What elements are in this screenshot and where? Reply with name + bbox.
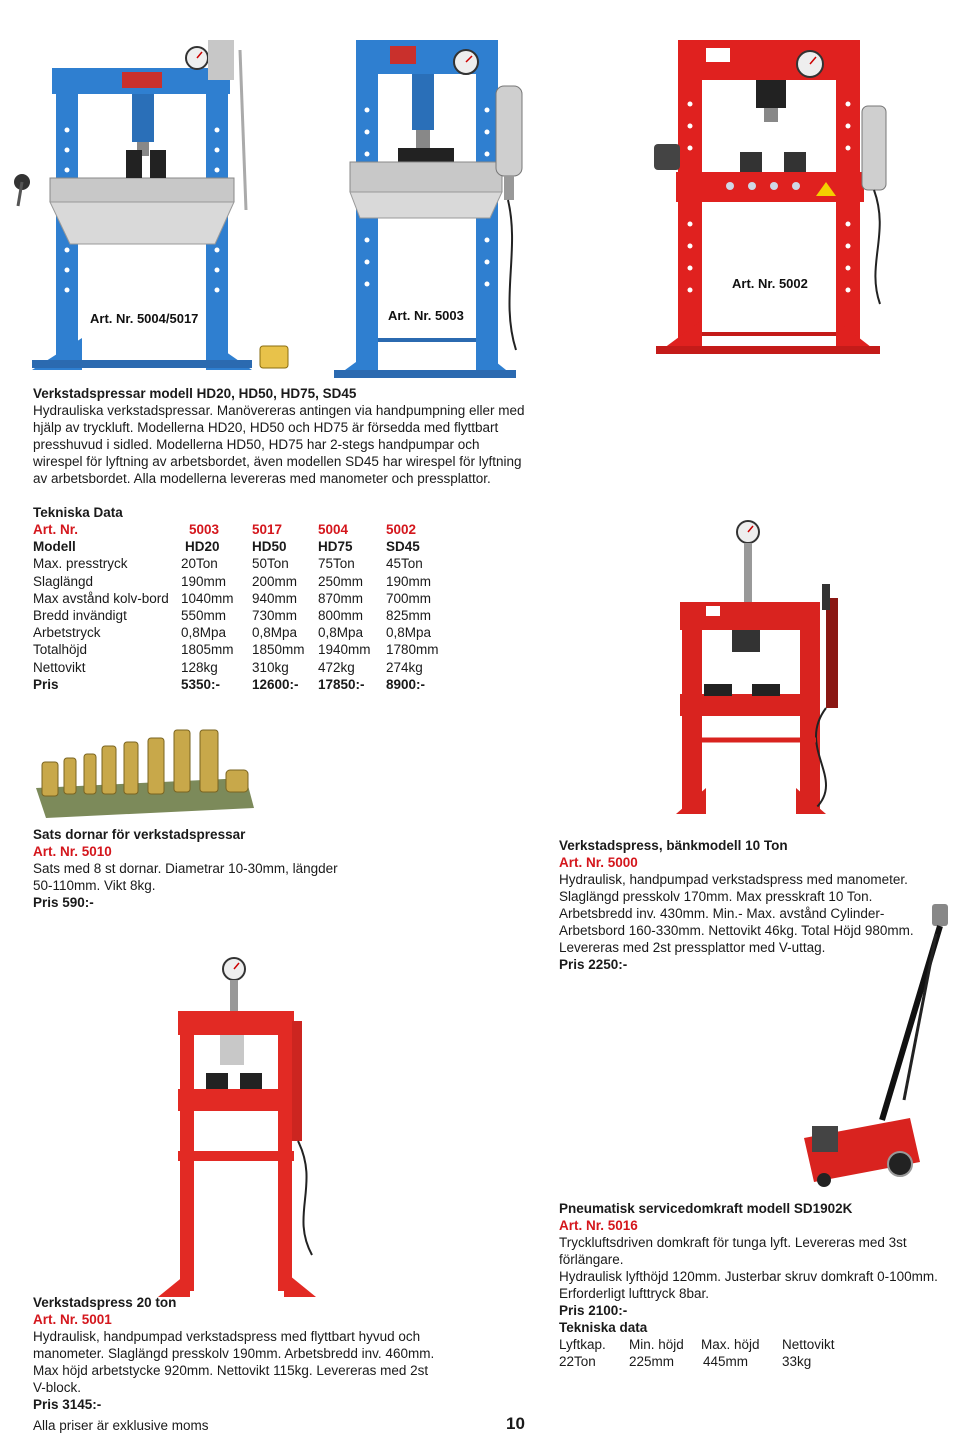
page-number: 10 bbox=[506, 1414, 525, 1433]
spec-cell: HD20 bbox=[185, 539, 220, 555]
spec-row-label: Slaglängd bbox=[33, 573, 94, 589]
jack-title: Pneumatisk servicedomkraft modell SD1902K bbox=[559, 1201, 853, 1216]
press-5003-image bbox=[320, 20, 530, 380]
bench-line: Arbetsbredd inv. 430mm. Min.- Max. avstånd Cylinder- bbox=[559, 906, 885, 921]
jack-spec-header: Nettovikt bbox=[782, 1337, 835, 1352]
bench-title: Verkstadspress, bänkmodell 10 Ton bbox=[559, 838, 788, 853]
spec-cell: 200mm bbox=[252, 573, 298, 589]
art-label-5004: Art. Nr. 5004/5017 bbox=[90, 311, 199, 326]
bench-press-image bbox=[676, 518, 876, 818]
spec-cell: 190mm bbox=[386, 573, 432, 589]
main-line: presshuvud i sidled. Modellerna HD50, HD75 har 2-stegs handpumpar och bbox=[33, 437, 480, 452]
spec-cell: 274kg bbox=[386, 659, 423, 675]
jack-price: Pris 2100:- bbox=[559, 1303, 628, 1318]
main-line: wirespel för lyftning av arbetsbordet, även modellen SD45 har wirespel för lyftning bbox=[33, 454, 522, 469]
spec-table bbox=[33, 521, 446, 693]
press20-section bbox=[33, 1294, 453, 1413]
press20-line: Hydraulisk, handpumpad verkstadspress med flyttbart hyvud och bbox=[33, 1329, 421, 1344]
press20-line: V-block. bbox=[33, 1380, 82, 1395]
jack-spec-header: Lyftkap. bbox=[559, 1337, 606, 1352]
spec-cell: 250mm bbox=[318, 573, 364, 589]
spec-cell: 0,8Mpa bbox=[181, 625, 227, 641]
spec-cell: 730mm bbox=[252, 607, 298, 623]
press20-art: Art. Nr. 5001 bbox=[33, 1312, 112, 1327]
spec-cell: 0,8Mpa bbox=[386, 625, 432, 641]
spec-cell: 1850mm bbox=[252, 642, 305, 658]
jack-image bbox=[800, 900, 960, 1200]
bench-line: Slaglängd presskolv 170mm. Max presskraft 10 Ton. bbox=[559, 889, 873, 904]
jack-spec-value: 33kg bbox=[782, 1354, 812, 1369]
spec-cell: 0,8Mpa bbox=[252, 625, 298, 641]
spec-cell: 17850:- bbox=[318, 676, 365, 692]
spec-cell: 5017 bbox=[252, 522, 283, 537]
spec-cell: 1040mm bbox=[181, 590, 234, 606]
dornar-title: Sats dornar för verkstadspressar bbox=[33, 827, 246, 842]
spec-cell: 128kg bbox=[181, 659, 218, 675]
spec-cell: 75Ton bbox=[318, 556, 355, 572]
press20-price: Pris 3145:- bbox=[33, 1397, 102, 1412]
spec-row bbox=[33, 624, 446, 641]
spec-row bbox=[33, 607, 446, 624]
spec-cell: 50Ton bbox=[252, 556, 289, 572]
main-line: hjälp av tryckluft. Modellerna HD20, HD50 och HD75 är försedda med flyttbart bbox=[33, 420, 499, 435]
spec-cell: 45Ton bbox=[386, 556, 423, 572]
spec-table-title: Tekniska Data bbox=[33, 505, 123, 520]
spec-cell: 800mm bbox=[318, 607, 364, 623]
bench-line: Levereras med 2st pressplattor med V-uttag. bbox=[559, 940, 826, 955]
spec-cell: 1805mm bbox=[181, 642, 234, 658]
spec-row-label: Max avstånd kolv-bord bbox=[33, 590, 169, 606]
jack-section bbox=[559, 1200, 959, 1370]
jack-line: Tryckluftsdriven domkraft för tunga lyft. Levereras med 3st förlängare. bbox=[559, 1235, 907, 1267]
spec-cell: HD50 bbox=[252, 539, 287, 555]
spec-cell: HD75 bbox=[318, 539, 353, 555]
spec-row-label: Bredd invändigt bbox=[33, 607, 127, 623]
dornar-art: Art. Nr. 5010 bbox=[33, 844, 112, 859]
press20-line: manometer. Slaglängd presskolv 190mm. Arbetsbredd inv. 460mm. bbox=[33, 1346, 435, 1361]
spec-cell: 472kg bbox=[318, 659, 355, 675]
press20-title: Verkstadspress 20 ton bbox=[33, 1295, 177, 1310]
spec-cell: 825mm bbox=[386, 607, 432, 623]
spec-row bbox=[33, 641, 446, 658]
spec-cell: 20Ton bbox=[181, 556, 218, 572]
jack-spec-title: Tekniska data bbox=[559, 1320, 648, 1335]
jack-art: Art. Nr. 5016 bbox=[559, 1218, 638, 1233]
spec-row bbox=[33, 659, 446, 676]
spec-cell: 190mm bbox=[181, 573, 227, 589]
spec-cell: 5004 bbox=[318, 522, 349, 537]
spec-cell: 310kg bbox=[252, 659, 289, 675]
jack-spec-header: Max. höjd bbox=[701, 1337, 760, 1352]
press20-image bbox=[150, 955, 330, 1300]
spec-cell: 5350:- bbox=[181, 676, 221, 692]
bench-art: Art. Nr. 5000 bbox=[559, 855, 638, 870]
dornar-line: Sats med 8 st dornar. Diametrar 10-30mm, längder bbox=[33, 861, 338, 876]
spec-table-block bbox=[33, 504, 446, 693]
spec-cell: 1780mm bbox=[386, 642, 439, 658]
spec-cell: 0,8Mpa bbox=[318, 625, 364, 641]
dornar-line: 50-110mm. Vikt 8kg. bbox=[33, 878, 156, 893]
spec-row-label: Arbetstryck bbox=[33, 625, 101, 641]
jack-spec-value: 445mm bbox=[703, 1354, 749, 1369]
press20-line: Max höjd arbetstycke 920mm. Nettovikt 115kg. Levereras med 2st bbox=[33, 1363, 429, 1378]
spec-cell: 700mm bbox=[386, 590, 432, 606]
spec-cell: 550mm bbox=[181, 607, 227, 623]
spec-row bbox=[33, 555, 446, 572]
spec-price-row bbox=[33, 676, 446, 693]
spec-cell: 5003 bbox=[189, 522, 220, 537]
main-title: Verkstadspressar modell HD20, HD50, HD75, SD45 bbox=[33, 386, 357, 401]
press-5002-image bbox=[640, 34, 915, 364]
spec-model-label: Modell bbox=[33, 539, 76, 555]
spec-cell: 940mm bbox=[252, 590, 298, 606]
art-label-5003: Art. Nr. 5003 bbox=[388, 308, 464, 323]
bench-line: Arbetsbord 160-330mm. Nettovikt 46kg. Total Höjd 980mm. bbox=[559, 923, 914, 938]
spec-cell: 870mm bbox=[318, 590, 364, 606]
spec-cell: 12600:- bbox=[252, 676, 299, 692]
spec-cell: 8900:- bbox=[386, 676, 426, 692]
jack-line: Erforderligt lufttryck 8bar. bbox=[559, 1286, 710, 1301]
jack-spec-value: 22Ton bbox=[559, 1354, 596, 1369]
jack-line: Hydraulisk lyfthöjd 120mm. Justerbar skruv domkraft 0-100mm. bbox=[559, 1269, 938, 1284]
footer-note: Alla priser är exklusive moms bbox=[33, 1418, 209, 1433]
dornar-section bbox=[33, 826, 453, 911]
spec-art-row bbox=[33, 521, 446, 538]
dornar-price: Pris 590:- bbox=[33, 895, 94, 910]
spec-price-label: Pris bbox=[33, 676, 59, 692]
spec-row-label: Max. presstryck bbox=[33, 556, 128, 572]
dornar-image bbox=[36, 724, 254, 824]
jack-spec-value: 225mm bbox=[629, 1354, 675, 1369]
jack-spec-header: Min. höjd bbox=[629, 1337, 684, 1352]
main-line: av arbetsbordet. Alla modellerna levereras med manometer och pressplattor. bbox=[33, 471, 491, 486]
spec-cell: SD45 bbox=[386, 539, 420, 555]
bench-line: Hydraulisk, handpumpad verkstadspress med manometer. bbox=[559, 872, 908, 887]
main-line: Hydrauliska verkstadspressar. Manövereras antingen via handpumpning eller med bbox=[33, 403, 525, 418]
spec-row-label: Totalhöjd bbox=[33, 642, 88, 658]
spec-cell: 5002 bbox=[386, 522, 417, 537]
spec-row bbox=[33, 573, 446, 590]
spec-model-row bbox=[33, 538, 446, 555]
jack-spec-table bbox=[559, 1336, 835, 1370]
spec-cell: 1940mm bbox=[318, 642, 371, 658]
spec-row-label: Nettovikt bbox=[33, 659, 86, 675]
spec-art-label: Art. Nr. bbox=[33, 522, 79, 537]
main-description bbox=[33, 385, 533, 487]
bench-price: Pris 2250:- bbox=[559, 957, 628, 972]
spec-row bbox=[33, 590, 446, 607]
art-label-5002: Art. Nr. 5002 bbox=[732, 276, 808, 291]
